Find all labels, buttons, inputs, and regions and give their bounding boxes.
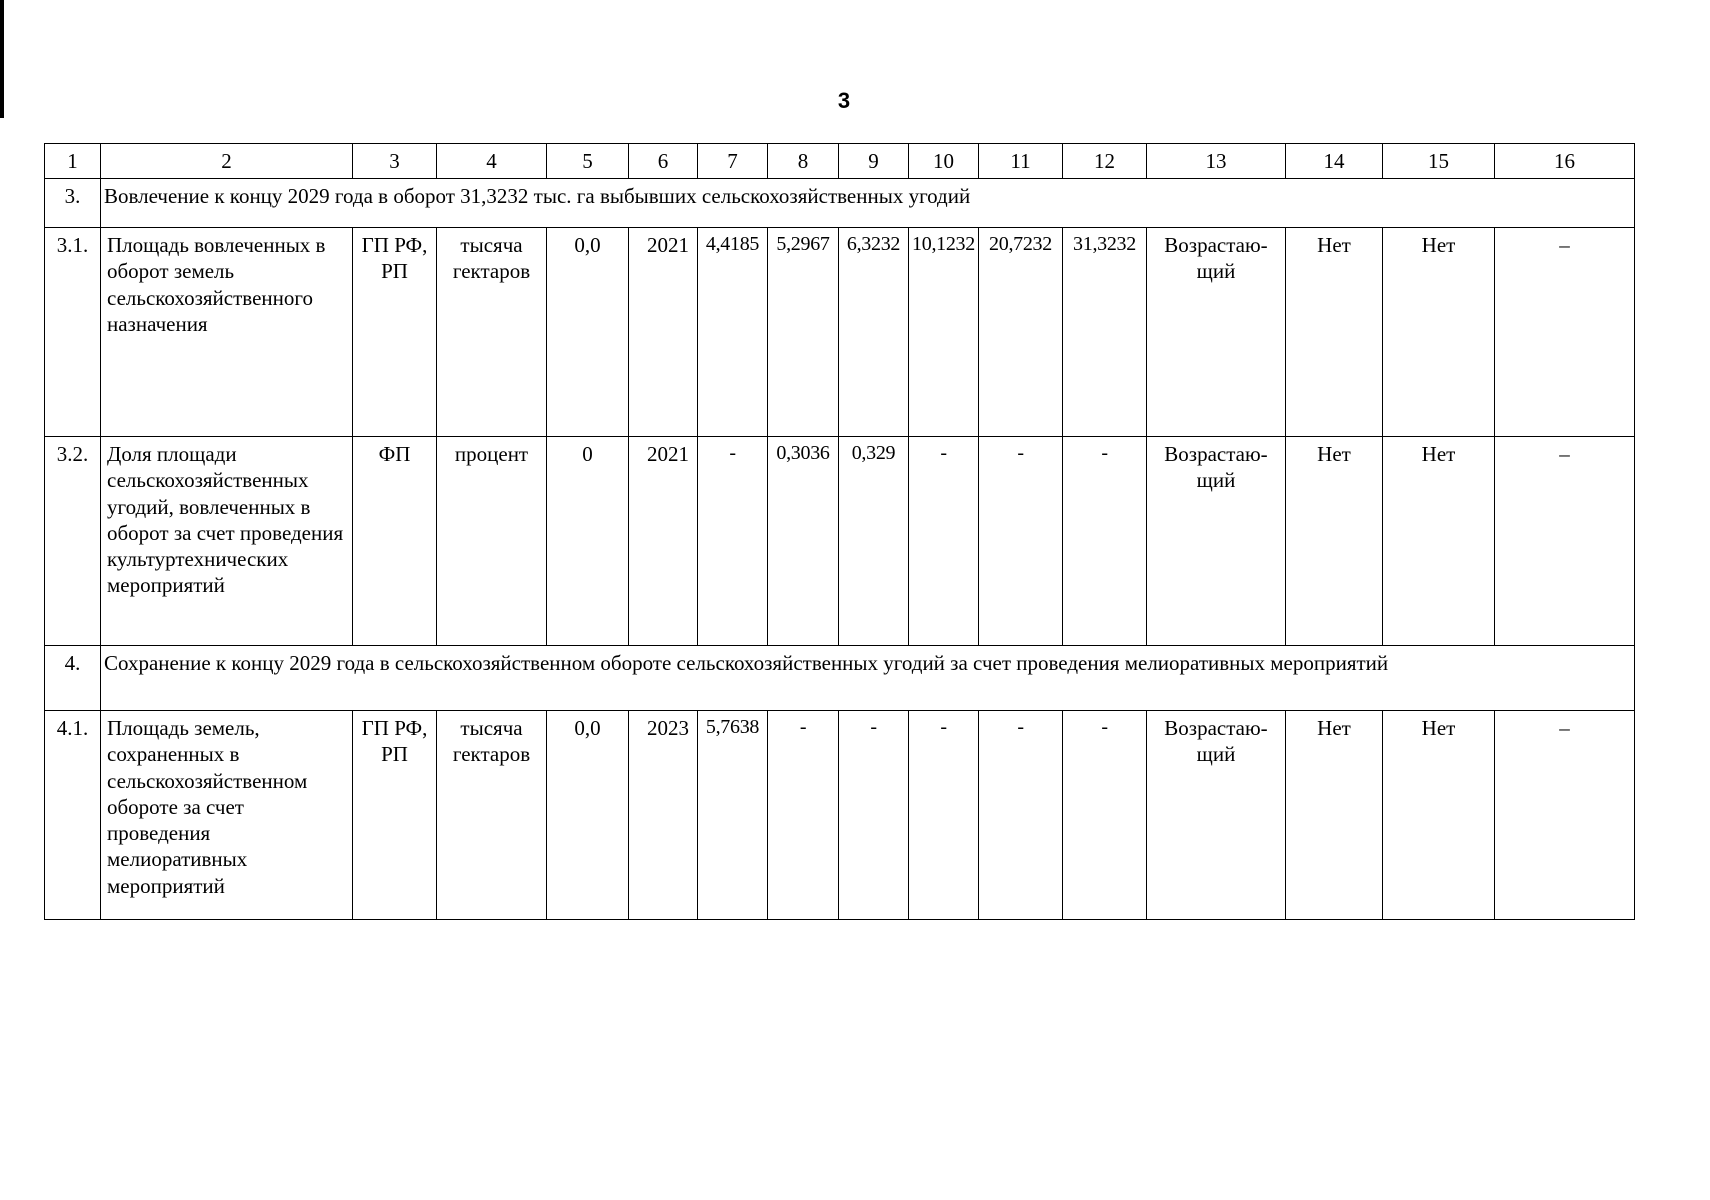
indicator-level: ФП: [353, 437, 437, 646]
column-number-row: [45, 144, 1635, 179]
section-number: 3.: [45, 179, 101, 228]
value-col-9: 6,3232: [839, 228, 909, 437]
trend-cell: Возрастаю-щий: [1147, 228, 1286, 437]
value-col-12: -: [1063, 711, 1147, 920]
value-col-8: -: [768, 711, 839, 920]
indicator-level: ГП РФ, РП: [353, 228, 437, 437]
row-number: 3.2.: [45, 437, 101, 646]
indicator-name: Площадь вовлеченных в оборот земель сельскохозяйственного назначения: [101, 228, 353, 437]
trend-cell: Возрастаю-щий: [1147, 437, 1286, 646]
value-col-11: -: [979, 437, 1063, 646]
indicator-unit: тысяча гектаров: [437, 228, 547, 437]
base-year: 2023: [629, 711, 698, 920]
column-header: 10: [909, 144, 979, 179]
column-16-cell: –: [1495, 437, 1635, 646]
column-header: 16: [1495, 144, 1635, 179]
indicator-name: Площадь земель, сохраненных в сельскохозяйственном обороте за счет проведения мелиоративных мероприятий: [101, 711, 353, 920]
column-header: 13: [1147, 144, 1286, 179]
value-col-7: 4,4185: [698, 228, 768, 437]
column-header: 14: [1286, 144, 1383, 179]
section-row: [45, 179, 1635, 228]
value-col-10: -: [909, 711, 979, 920]
table-row: [45, 437, 1635, 646]
column-16-cell: –: [1495, 711, 1635, 920]
indicator-unit: процент: [437, 437, 547, 646]
column-header: 4: [437, 144, 547, 179]
column-header: 12: [1063, 144, 1147, 179]
row-number: 4.1.: [45, 711, 101, 920]
column-header: 5: [547, 144, 629, 179]
column-header: 15: [1383, 144, 1495, 179]
section-number: 4.: [45, 646, 101, 711]
value-col-11: 20,7232: [979, 228, 1063, 437]
table-row: [45, 711, 1635, 920]
row-number: 3.1.: [45, 228, 101, 437]
page-number: 3: [837, 88, 851, 113]
left-margin-rule: [0, 0, 4, 118]
column-header: 8: [768, 144, 839, 179]
value-col-10: -: [909, 437, 979, 646]
base-value: 0: [547, 437, 629, 646]
column-16-cell: –: [1495, 228, 1635, 437]
column-14-cell: Нет: [1286, 228, 1383, 437]
column-14-cell: Нет: [1286, 711, 1383, 920]
column-15-cell: Нет: [1383, 711, 1495, 920]
indicators-table: [44, 143, 1635, 920]
value-col-7: 5,7638: [698, 711, 768, 920]
value-col-10: 10,1232: [909, 228, 979, 437]
column-15-cell: Нет: [1383, 437, 1495, 646]
base-value: 0,0: [547, 228, 629, 437]
table-row: [45, 228, 1635, 437]
value-col-12: -: [1063, 437, 1147, 646]
column-header: 6: [629, 144, 698, 179]
section-title: Вовлечение к концу 2029 года в оборот 31,3232 тыс. га выбывших сельскохозяйственных угодий: [101, 179, 1635, 228]
column-header: 11: [979, 144, 1063, 179]
value-col-7: -: [698, 437, 768, 646]
value-col-9: -: [839, 711, 909, 920]
column-header: 9: [839, 144, 909, 179]
column-header: 3: [353, 144, 437, 179]
value-col-12: 31,3232: [1063, 228, 1147, 437]
base-year: 2021: [629, 437, 698, 646]
column-header: 1: [45, 144, 101, 179]
indicator-level: ГП РФ, РП: [353, 711, 437, 920]
indicator-name: Доля площади сельскохозяйственных угодий, вовлеченных в оборот за счет проведения культуртехнических мероприятий: [101, 437, 353, 646]
section-row: [45, 646, 1635, 711]
base-value: 0,0: [547, 711, 629, 920]
section-title: Сохранение к концу 2029 года в сельскохозяйственном обороте сельскохозяйственных угодий за счет проведения мелиоративных мероприятий: [101, 646, 1635, 711]
value-col-8: 5,2967: [768, 228, 839, 437]
base-year: 2021: [629, 228, 698, 437]
column-15-cell: Нет: [1383, 228, 1495, 437]
column-header: 2: [101, 144, 353, 179]
indicator-unit: тысяча гектаров: [437, 711, 547, 920]
value-col-8: 0,3036: [768, 437, 839, 646]
column-14-cell: Нет: [1286, 437, 1383, 646]
value-col-9: 0,329: [839, 437, 909, 646]
column-header: 7: [698, 144, 768, 179]
value-col-11: -: [979, 711, 1063, 920]
trend-cell: Возрастаю-щий: [1147, 711, 1286, 920]
